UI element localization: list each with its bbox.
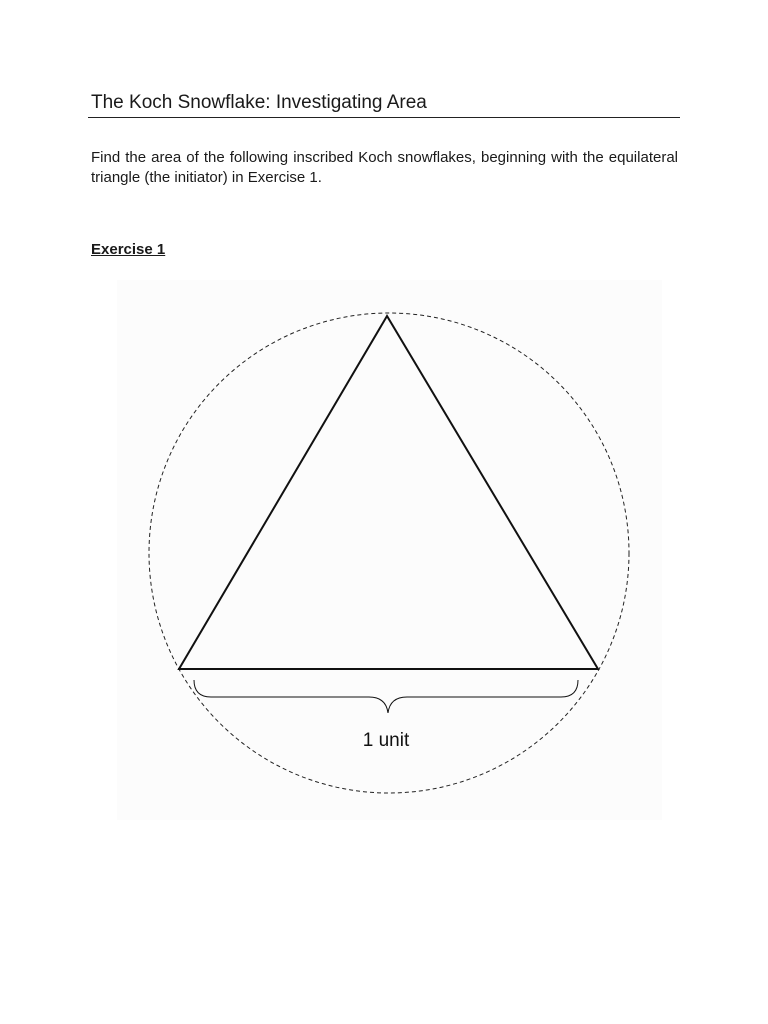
side-length-brace [194,680,578,713]
side-length-label: 1 unit [362,730,410,751]
exercise-heading: Exercise 1 [91,241,166,258]
equilateral-triangle [179,316,598,669]
title-underline [88,117,680,118]
exercise-figure [117,280,662,820]
page-title: The Koch Snowflake: Investigating Area [91,92,427,113]
circumscribed-circle [149,313,629,793]
instructions-text: Find the area of the following inscribed Koch snowflakes, beginning with the equilateral triangle (the initiator) in Exercise 1. [91,149,678,186]
